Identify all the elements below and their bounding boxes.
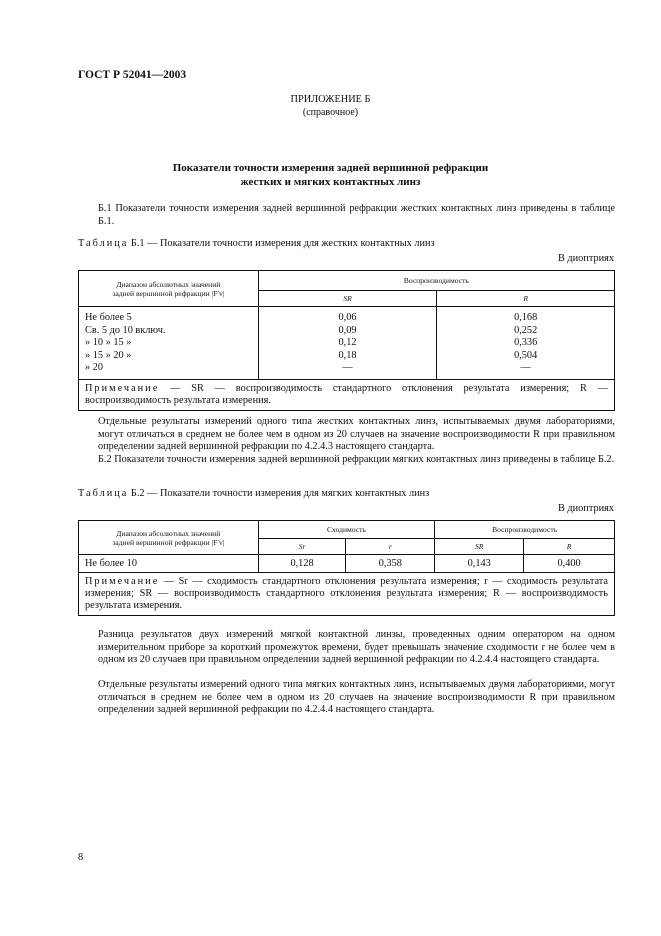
- paragraph-b1: Б.1 Показатели точности измерения задней вершинной рефракции жестких контактных линз приведены в таблице Б.1.: [98, 203, 615, 227]
- paragraph-repeatability: Разница результатов двух измерений мягкой контактной линзы, проведенных одним оператором на одном измерительном приборе за короткий промежуток времени, будет превышать значение сходимости r не более чем в одном из 20 случаев при правильном определении задней вершинной рефракции по 4.2.4.4 настоящего стандарта.: [98, 629, 615, 665]
- table1-row-r: 0,504: [514, 349, 538, 361]
- table2-row-sr: 0,143: [435, 555, 524, 573]
- appendix-title: ПРИЛОЖЕНИЕ Б: [290, 94, 371, 105]
- table2-caption-text: Б.2 — Показатели точности измерения для мягких контактных линз: [128, 488, 430, 499]
- table1-col1-header-line2: задней вершинной рефракции |F′v|: [112, 288, 225, 298]
- table2-caption: [78, 488, 429, 499]
- table1-row-range: Св. 5 до 10 включ.: [85, 324, 166, 336]
- table1-row-sr: —: [342, 362, 353, 373]
- table1-row-r: —: [520, 362, 531, 373]
- table1-caption-text: Б.1 — Показатели точности измерения для жестких контактных линз: [128, 238, 435, 249]
- table1-unit: В диоптриях: [557, 253, 614, 264]
- table1-row-sr: 0,18: [338, 349, 357, 361]
- table1-row-range: » 15 » 20 »: [85, 349, 132, 361]
- table2-sub-header-r: R: [524, 539, 615, 555]
- table2-sub-header-sr: SR: [435, 539, 524, 555]
- table1-caption-label: Таблица: [78, 238, 129, 249]
- table1-row-r: 0,336: [514, 337, 538, 348]
- table1-col1-header-line1: Диапазон абсолютных значений: [116, 279, 221, 289]
- table1-note: [79, 379, 615, 410]
- table1-caption: [78, 238, 435, 249]
- table1-row-sr: 0,12: [338, 337, 357, 348]
- table2-note: [79, 573, 615, 616]
- table1-col1-header: [79, 271, 259, 307]
- table1-note-label: Примечание: [85, 382, 160, 394]
- table2-group-header-repeatability: Сходимость: [258, 521, 435, 539]
- table2-row-sr-small: 0,128: [258, 555, 346, 573]
- table1: [78, 270, 615, 411]
- table2-row-range: Не более 10: [79, 555, 259, 573]
- table2-sub-header-sr-small: Sr: [258, 539, 346, 555]
- section-title-line1: Показатели точности измерения задней вершинной рефракции: [172, 162, 489, 174]
- paragraph-b1-reproducibility: Отдельные результаты измерений одного типа жестких контактных линз, испытываемых двумя лабораториями, могут отличаться в среднем не более чем в одном из 20 случаев на значение воспроизводимости R при правильном определении задней вершинной рефракции по 4.2.4.3 настоящего стандарта.: [98, 416, 615, 452]
- table1-range-cell: [79, 307, 259, 380]
- table1-row-r: 0,168: [514, 312, 538, 323]
- table1-sub-header-r: R: [437, 291, 615, 307]
- table2-group-header-reproducibility: Воспроизводимость: [435, 521, 615, 539]
- table2-sub-header-r-small: r: [346, 539, 435, 555]
- page-number: 8: [78, 852, 84, 863]
- paragraph-b2: Б.2 Показатели точности измерения задней вершинной рефракции мягких контактных линз приведены в таблице Б.2.: [98, 454, 615, 465]
- table1-row-r: 0,252: [514, 324, 538, 336]
- table1-row-sr: 0,09: [338, 324, 357, 336]
- table2-col1-header-line2: задней вершинной рефракции |F′v|: [112, 537, 225, 547]
- table2-col1-header-line1: Диапазон абсолютных значений: [116, 528, 221, 538]
- table1-row-sr: 0,06: [338, 312, 357, 323]
- table1-r-cell: [437, 307, 615, 380]
- table2-row-r-small: 0,358: [346, 555, 435, 573]
- table2-note-text: — Sr — сходимость стандартного отклонения результата измерения; r — сходимость результата измерения; SR — воспроизводимость стандартного отклонения результата измерения; R — воспроизводимость результата измерения.: [85, 576, 608, 611]
- appendix-subtitle: (справочное): [302, 107, 359, 118]
- table1-note-text: — SR — воспроизводимость стандартного отклонения результата измерения; R — воспроизводимость результата измерения.: [85, 382, 608, 406]
- section-title-line2: жестких и мягких контактных линз: [240, 176, 421, 188]
- table1-sr-cell: [258, 307, 437, 380]
- table1-row-range: » 10 » 15 »: [85, 337, 132, 348]
- table2-note-label: Примечание: [85, 576, 160, 587]
- table2-col1-header: [79, 521, 259, 555]
- table2: [78, 520, 615, 616]
- table1-row-range: » 20: [85, 362, 104, 373]
- table1-sub-header-sr: SR: [258, 291, 437, 307]
- table1-row-range: Не более 5: [85, 312, 132, 323]
- table1-group-header: Воспроизводимость: [258, 271, 614, 291]
- document-header: ГОСТ Р 52041—2003: [78, 69, 187, 81]
- table2-unit: В диоптриях: [557, 503, 614, 514]
- table2-row-r: 0,400: [524, 555, 615, 573]
- table2-caption-label: Таблица: [78, 488, 129, 499]
- paragraph-soft-reproducibility: Отдельные результаты измерений одного типа мягких контактных линз, испытываемых двумя лабораториями, могут отличаться в среднем не более чем в одном из 20 случаев на значение воспроизводимости R при правильном определении задней вершинной рефракции по 4.2.4.4 настоящего стандарта.: [98, 679, 615, 715]
